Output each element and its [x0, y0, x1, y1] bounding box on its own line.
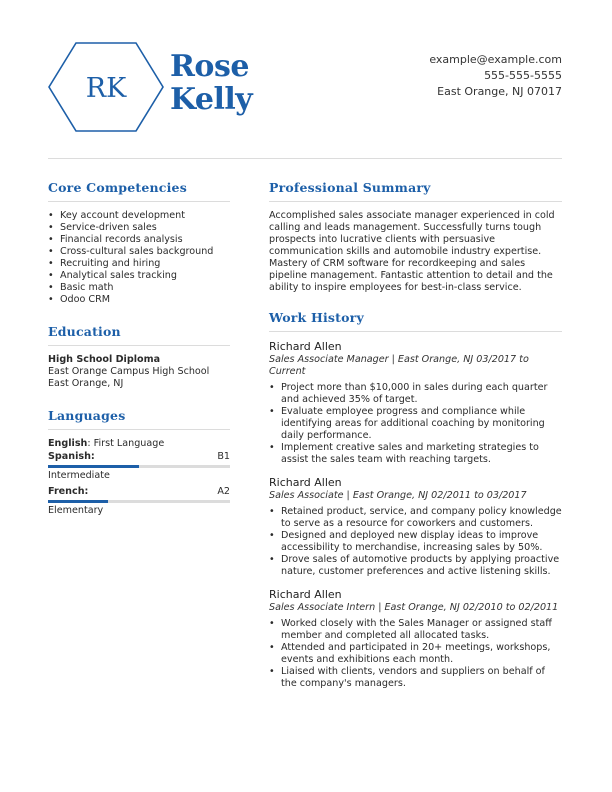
list-item: • Analytical sales tracking [48, 270, 230, 282]
language-level: Intermediate [48, 470, 110, 481]
job-bullets [269, 618, 562, 690]
language-name: Spanish: [48, 451, 95, 462]
list-item: • Key account development [48, 210, 230, 222]
language-level: Elementary [48, 505, 104, 516]
phone: 555-555-5555 [484, 69, 562, 82]
contact-block [429, 52, 562, 100]
language-level-bar [48, 465, 230, 468]
list-item: • Drove sales of automotive products by applying proactive nature, customer preferences and active listening skills. [269, 554, 562, 578]
job-entry [269, 588, 562, 690]
job-entry [269, 340, 562, 466]
competencies-list [48, 210, 230, 306]
location: East Orange, NJ 07017 [437, 85, 562, 98]
list-item: • Service-driven sales [48, 222, 230, 234]
native-language-value: : First Language [87, 438, 165, 449]
list-item: • Recruiting and hiring [48, 258, 230, 270]
name-block [170, 50, 252, 116]
education-rule [48, 345, 230, 346]
education-title: Education [48, 324, 121, 339]
job-bullets [269, 382, 562, 466]
language-row [48, 486, 230, 517]
education-school: East Orange Campus High School [48, 366, 210, 377]
first-name: Rose [170, 49, 249, 84]
competencies-rule [48, 201, 230, 202]
list-item: • Cross-cultural sales background [48, 246, 230, 258]
summary-title: Professional Summary [269, 180, 431, 195]
job-bullets [269, 506, 562, 578]
summary-rule [269, 201, 562, 202]
last-name: Kelly [170, 82, 253, 117]
summary-text: Accomplished sales associate manager experienced in cold calling and leads management. Successfully turns tough prospects into lucrative clients with persuasive communication skills and automobile industry expertise. Mastery of CRM software for recordkeeping and sales pipeline management. Fantastic attention to detail and the ability to inspire employees for best-in-class service. [269, 210, 555, 293]
language-row [48, 451, 230, 482]
work-rule [269, 331, 562, 332]
languages-block [48, 438, 230, 517]
list-item: • Basic math [48, 282, 230, 294]
language-code: A2 [217, 486, 230, 497]
job-company: Richard Allen [269, 476, 342, 489]
language-level-fill [48, 465, 139, 468]
job-meta: Sales Associate Intern | East Orange, NJ 02/2010 to 02/2011 [269, 602, 559, 613]
education-degree: High School Diploma [48, 354, 161, 365]
work-title: Work History [269, 310, 364, 325]
list-item: • Project more than $10,000 in sales during each quarter and achieved 35% of target. [269, 382, 562, 406]
list-item: • Odoo CRM [48, 294, 230, 306]
email[interactable]: example@example.com [429, 53, 562, 66]
list-item: • Evaluate employee progress and compliance while identifying areas for additional coaching by monitoring daily performance. [269, 406, 562, 442]
job-meta: Sales Associate Manager | East Orange, NJ 03/2017 to Current [269, 354, 529, 377]
competencies-title: Core Competencies [48, 180, 187, 195]
language-level-bar [48, 500, 230, 503]
languages-title: Languages [48, 408, 126, 423]
language-level-fill [48, 500, 108, 503]
native-language [48, 438, 230, 450]
job-company: Richard Allen [269, 340, 342, 353]
education-location: East Orange, NJ [48, 378, 124, 389]
job-company: Richard Allen [269, 588, 342, 601]
left-column [48, 180, 230, 517]
language-code: B1 [217, 451, 230, 462]
list-item: • Retained product, service, and company policy knowledge to serve as a resource for coworkers and customers. [269, 506, 562, 530]
list-item: • Implement creative sales and marketing strategies to assist the sales team with reaching targets. [269, 442, 562, 466]
native-language-name: English [48, 438, 88, 449]
header-divider [48, 158, 562, 159]
languages-rule [48, 429, 230, 430]
list-item: • Attended and participated in 20+ meetings, workshops, events and exhibitions each month. [269, 642, 562, 666]
education-entry [48, 354, 230, 390]
list-item: • Financial records analysis [48, 234, 230, 246]
monogram-initials: RK [85, 73, 127, 104]
language-name: French: [48, 486, 89, 497]
job-entry [269, 476, 562, 578]
list-item: • Designed and deployed new display ideas to improve accessibility to merchandise, increasing sales by 50%. [269, 530, 562, 554]
list-item: • Worked closely with the Sales Manager or assigned staff member and completed all allocated tasks. [269, 618, 562, 642]
job-meta: Sales Associate | East Orange, NJ 02/2011 to 03/2017 [269, 490, 527, 501]
monogram-hexagon [48, 42, 164, 132]
right-column [269, 180, 562, 690]
list-item: • Liaised with clients, vendors and suppliers on behalf of the company's managers. [269, 666, 562, 690]
